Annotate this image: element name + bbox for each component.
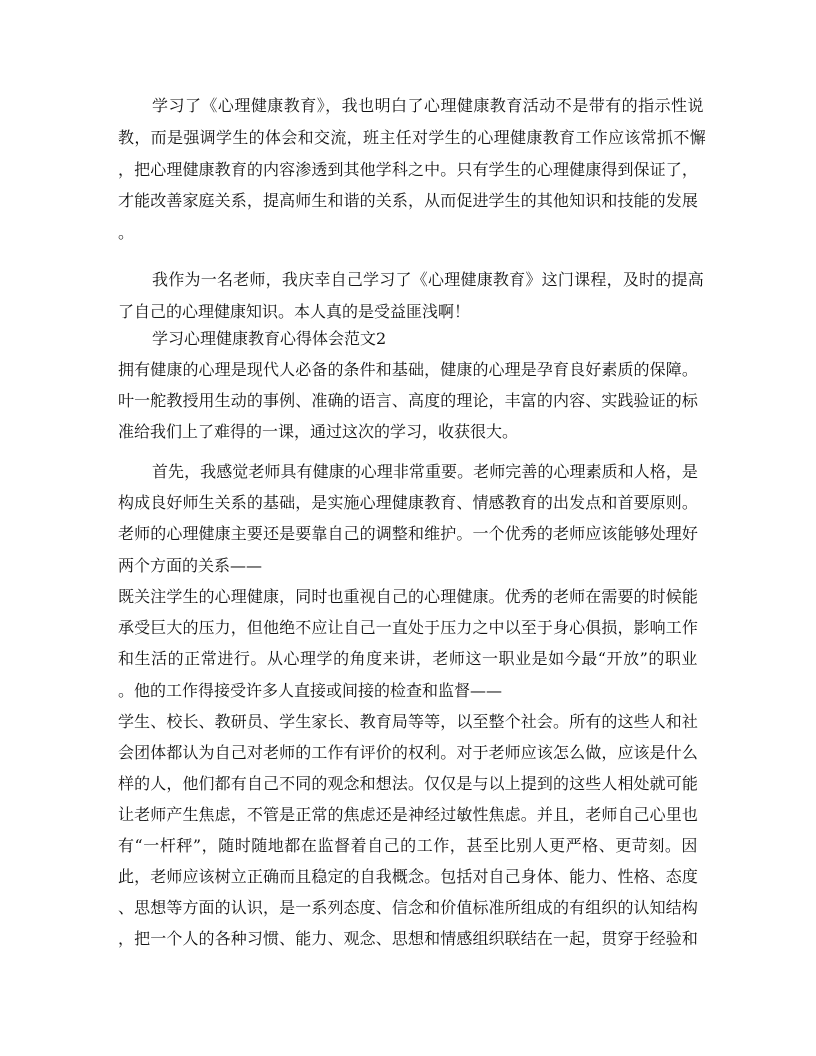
paragraph-line: ，把一个人的各种习惯、能力、观念、思想和情感组织联结在一起，贯穿于经验和 [118, 929, 698, 948]
paragraph-line: 让老师产生焦虑，不管是正常的焦虑还是神经过敏性焦虑。并且，老师自己心里也 [118, 805, 698, 824]
paragraph-line: 首先，我感觉老师具有健康的心理非常重要。老师完善的心理素质和人格，是 [152, 462, 698, 481]
paragraph-line: 和生活的正常进行。从心理学的角度来讲，老师这一职业是如今最“开放”的职业 [118, 649, 698, 668]
paragraph-line: 学生、校长、教研员、学生家长、教育局等等，以至整个社会。所有的这些人和社 [118, 712, 698, 731]
paragraph-line: 教，而是强调学生的体会和交流，班主任对学生的心理健康教育工作应该常抓不懈 [118, 128, 706, 147]
paragraph-line: 叶一舵教授用生动的事例、准确的语言、高度的理论，丰富的内容、实践验证的标 [118, 391, 698, 410]
paragraph-line: 才能改善家庭关系，提高师生和谐的关系，从而促进学生的其他知识和技能的发展 [118, 191, 698, 210]
paragraph-line: 两个方面的关系—— [118, 556, 263, 575]
paragraph-line: 。他的工作得接受许多人直接或间接的检查和监督—— [118, 681, 503, 700]
paragraph-line: 拥有健康的心理是现代人必备的条件和基础，健康的心理是孕育良好素质的保障。 [118, 360, 698, 379]
section-heading: 学习心理健康教育心得体会范文2 [152, 329, 387, 348]
paragraph-line: 、思想等方面的认识，是一系列态度、信念和价值标准所组成的有组织的认知结构 [118, 898, 698, 917]
paragraph-line: 构成良好师生关系的基础，是实施心理健康教育、情感教育的出发点和首要原则。 [118, 493, 698, 512]
paragraph-line: 有“一杆秤”，随时随地都在监督着自己的工作，甚至比别人更严格、更苛刻。因 [118, 836, 698, 855]
paragraph-line: 样的人，他们都有自己不同的观念和想法。仅仅是与以上提到的这些人相处就可能 [118, 774, 698, 793]
paragraph-line: 。 [118, 223, 135, 242]
paragraph-line: 既关注学生的心理健康，同时也重视自己的心理健康。优秀的老师在需要的时候能 [118, 587, 698, 606]
paragraph-line: 了自己的心理健康知识。本人真的是受益匪浅啊！ [118, 302, 471, 321]
paragraph-line: 老师的心理健康主要还是要靠自己的调整和维护。一个优秀的老师应该能够处理好 [118, 524, 698, 543]
paragraph-line: 我作为一名老师，我庆幸自己学习了《心理健康教育》这门课程，及时的提高 [152, 270, 704, 289]
paragraph-line: 准给我们上了难得的一课，通过这次的学习，收获很大。 [118, 422, 519, 441]
paragraph-line: 会团体都认为自己对老师的工作有评价的权利。对于老师应该怎么做，应该是什么 [118, 743, 698, 762]
paragraph-line: 学习了《心理健康教育》，我也明白了心理健康教育活动不是带有的指示性说 [152, 96, 704, 115]
paragraph-line: 此，老师应该树立正确而且稳定的自我概念。包括对自己身体、能力、性格、态度 [118, 867, 698, 886]
paragraph-line: 承受巨大的压力，但他绝不应让自己一直处于压力之中以至于身心俱损，影响工作 [118, 618, 698, 637]
paragraph-line: ，把心理健康教育的内容渗透到其他学科之中。只有学生的心理健康得到保证了， [118, 160, 698, 179]
